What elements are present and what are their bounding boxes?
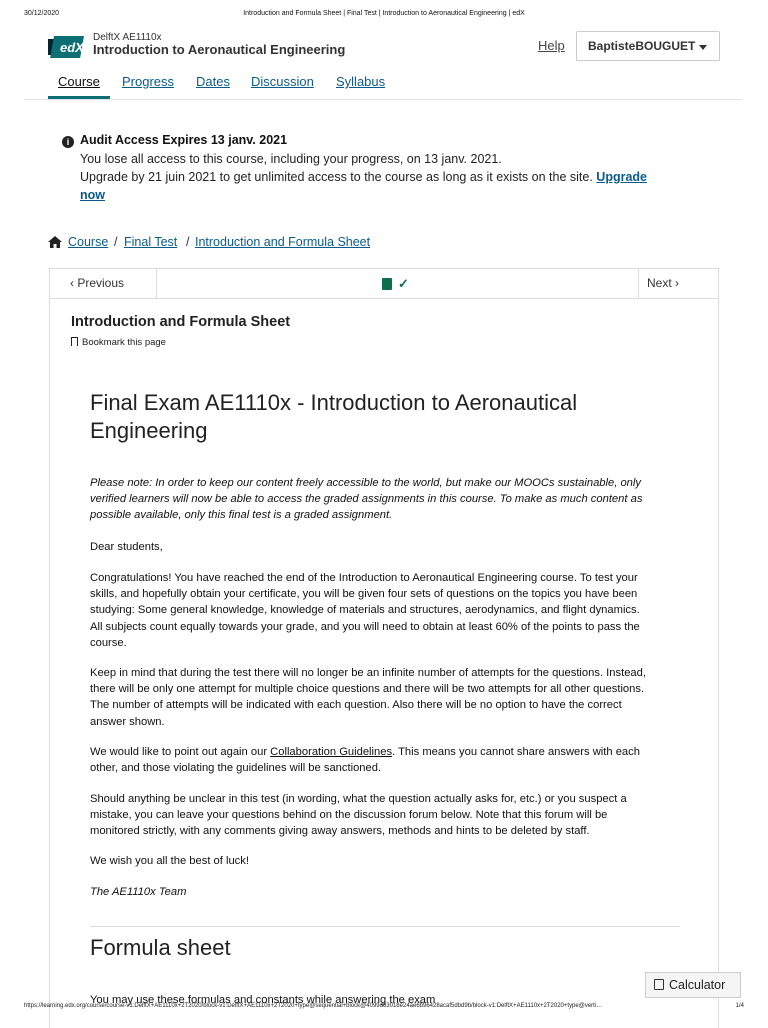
- unit-book-icon[interactable]: [382, 278, 392, 290]
- print-date: 30/12/2020: [24, 10, 60, 17]
- chevron-right-icon: ›: [671, 276, 680, 290]
- alert-title: Audit Access Expires 13 janv. 2021: [80, 133, 288, 147]
- greeting: Dear students,: [90, 541, 163, 553]
- congrats-line: skills, and hopefully obtain your certificate, you will be given four sets of questions on the topics you have been: [90, 588, 638, 601]
- help-link[interactable]: Help: [538, 38, 565, 53]
- formula-intro: You may use these formulas and constants while answering the exam: [90, 994, 436, 1006]
- alert-line-2-text: Upgrade by 21 juin 2021 to get unlimited access to the course as long as it exists on the site.: [80, 170, 593, 184]
- next-label: Next: [647, 276, 672, 290]
- content-divider: [90, 926, 680, 927]
- unit-title: Introduction and Formula Sheet: [71, 314, 291, 330]
- congrats-line: Congratulations! You have reached the end of the Introduction to Aeronautical Engineering course. To test your: [90, 572, 638, 584]
- formula-sheet-title: Formula sheet: [90, 935, 231, 960]
- next-button[interactable]: [638, 269, 718, 298]
- bookmark-label: Bookmark this page: [82, 337, 166, 348]
- course-org: DelftX AE1110x: [93, 32, 162, 43]
- print-page-number: 1/4: [735, 1003, 744, 1009]
- bookmark-icon: [71, 337, 78, 346]
- attempts-paragraph: [90, 665, 650, 730]
- attempts-line: Keep in mind that during the test there will no longer be an infinite number of attempts for the questions. Instead,: [90, 667, 646, 679]
- tab-discussion[interactable]: Discussion: [251, 74, 314, 89]
- note-line: possible available, only this final test is a graded assignment.: [90, 509, 393, 522]
- tab-course[interactable]: Course: [58, 74, 100, 89]
- collaboration-paragraph: [90, 744, 650, 776]
- note-line: Please note: In order to keep our content freely accessible to the world, but make our MOOCs sustainable, only: [90, 477, 641, 489]
- unclear-line: monitored strictly, with any comments giving away answers, methods and hints to be deleted by staff.: [90, 825, 590, 838]
- attempts-line: there will be only one attempt for multiple choice questions and there will be two attempts for all other questions.: [90, 683, 645, 696]
- calculator-icon: [654, 979, 664, 990]
- unclear-line: mistake, you can leave your questions behind on the discussion forum below. Note that this forum will be: [90, 809, 608, 822]
- collaboration-line: other, and those violating the guidelines will be sanctioned.: [90, 762, 382, 775]
- tab-dates[interactable]: Dates: [196, 74, 230, 89]
- breadcrumb-current[interactable]: Introduction and Formula Sheet: [195, 235, 371, 249]
- exam-title-line-2: Engineering: [90, 418, 208, 443]
- breadcrumb-separator: /: [186, 235, 190, 249]
- signature: The AE1110x Team: [90, 886, 187, 898]
- exam-title: [90, 389, 650, 445]
- edx-logo[interactable]: [48, 36, 84, 58]
- upgrade-link-continued[interactable]: now: [80, 188, 105, 202]
- calculator-button[interactable]: [645, 972, 741, 998]
- attempts-line: The number of attempts will be indicated with each question. Also there will be no option to have the correct: [90, 699, 622, 712]
- nav-divider: [24, 99, 742, 100]
- attempts-line: answer shown.: [90, 715, 165, 728]
- collaboration-guidelines-link[interactable]: Collaboration Guidelines: [270, 746, 393, 758]
- good-luck-text: We wish you all the best of luck!: [90, 855, 249, 867]
- print-title: Introduction and Formula Sheet | Final Test | Introduction to Aeronautical Engineering | edX: [243, 10, 525, 17]
- alert-line-1: You lose all access to this course, including your progress, on 13 janv. 2021.: [80, 152, 502, 166]
- congrats-line: studying: Some general knowledge, knowledge of materials and structures, aerodynamics, and flight dynamics.: [90, 604, 640, 617]
- home-icon[interactable]: [48, 236, 62, 248]
- alert-line-3: [80, 188, 105, 202]
- congrats-line: course.: [90, 636, 127, 649]
- collaboration-text: We would like to point out again our: [90, 746, 271, 758]
- sequence-nav: [50, 269, 718, 299]
- breadcrumb-final-test[interactable]: Final Test: [124, 235, 178, 249]
- site-header: [0, 28, 768, 68]
- bookmark-button[interactable]: [71, 337, 166, 348]
- print-footer: [24, 1003, 744, 1009]
- breadcrumb-course[interactable]: Course: [68, 235, 109, 249]
- unit-container: [49, 268, 719, 1028]
- username: BaptisteBOUGUET: [588, 39, 696, 53]
- alert-line-2: [80, 170, 647, 184]
- note-paragraph: [90, 475, 650, 524]
- tab-syllabus[interactable]: Syllabus: [336, 74, 386, 89]
- info-icon: i: [62, 136, 74, 148]
- calculator-label: Calculator: [669, 978, 726, 992]
- chevron-left-icon: ‹: [70, 276, 78, 290]
- print-url: https://learning.edx.org/course/course-v1:DelftX+AE1110x+2T2020/block-v1:DelftX+AE1110x+2T2020+type@sequential+block@4099d63018e24ae6b96428acaf5dbd9b/block-v1:DelftX+AE1110x+2T2020+type@verti…: [24, 1003, 603, 1009]
- congrats-line: All subjects count equally towards your grade, and you will need to obtain at least 60% of the points to pass the: [90, 620, 640, 633]
- congrats-paragraph: [90, 570, 650, 651]
- course-title: Introduction to Aeronautical Engineering: [93, 42, 346, 57]
- user-menu-button[interactable]: [576, 31, 720, 61]
- collaboration-line: [90, 744, 650, 760]
- check-icon: ✓: [398, 276, 409, 291]
- previous-button[interactable]: [50, 269, 157, 298]
- unclear-line: Should anything be unclear in this test (in wording, what the question actually asks for, etc.) or you suspect a: [90, 793, 627, 805]
- note-line: verified learners will now be able to access the graded assignments in this course. To make as much content as: [90, 493, 643, 506]
- collaboration-text: . This means you cannot share answers with each: [392, 746, 640, 758]
- tab-progress[interactable]: Progress: [122, 74, 175, 89]
- upgrade-link[interactable]: Upgrade: [596, 170, 647, 184]
- print-header: [0, 10, 768, 22]
- previous-label: Previous: [77, 276, 125, 290]
- breadcrumb-separator: /: [114, 235, 118, 249]
- caret-down-icon: [699, 45, 707, 50]
- logo-text: edX: [60, 40, 84, 55]
- exam-title-line-1: Final Exam AE1110x - Introduction to Aeronautical: [90, 390, 578, 415]
- unclear-paragraph: [90, 791, 650, 840]
